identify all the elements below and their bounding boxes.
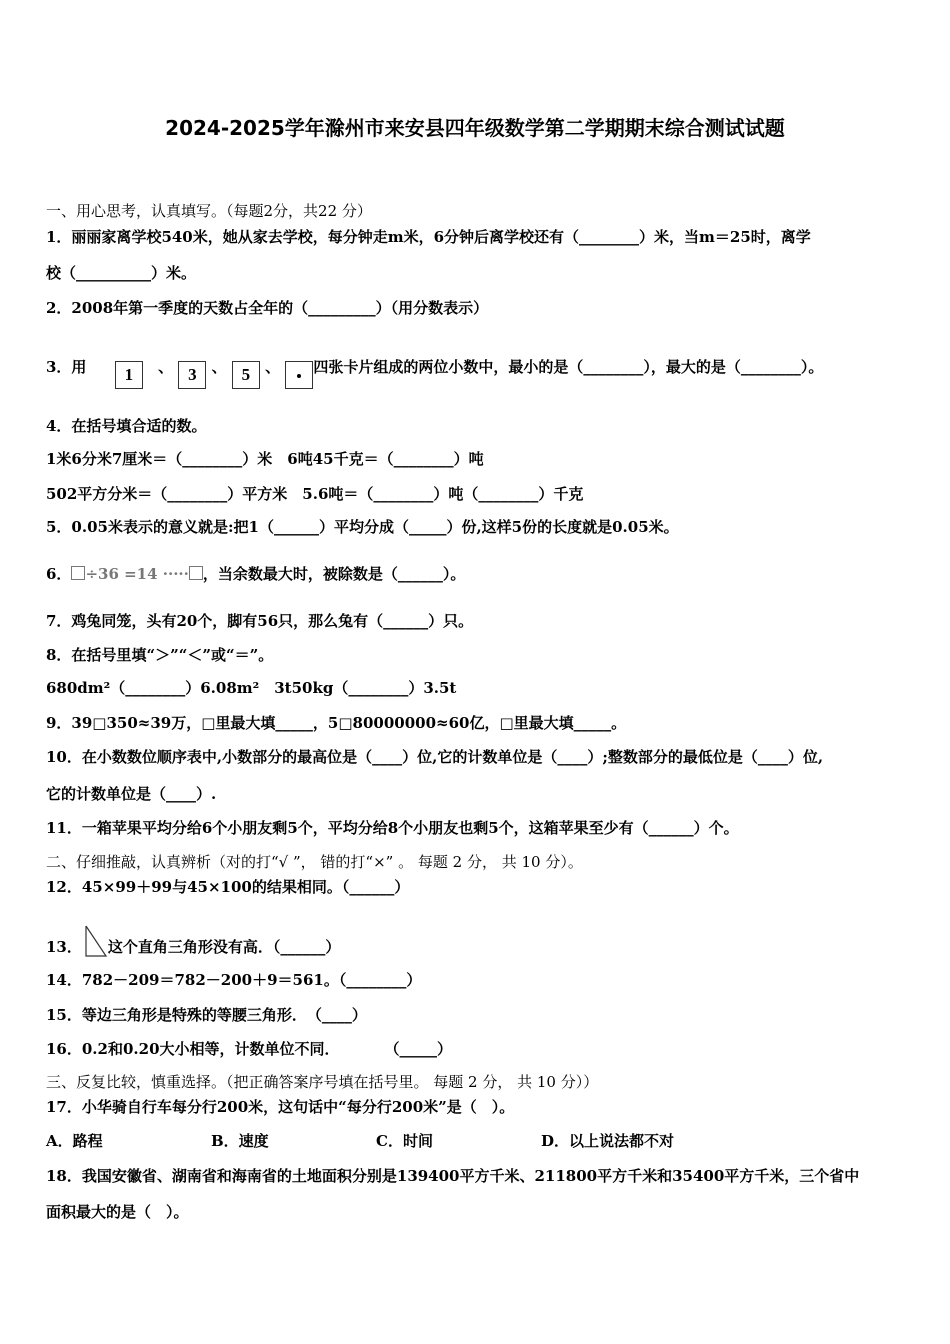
question-3-text: 四张卡片组成的两位小数中，最小的是（________），最大的是（________）。 — [313, 358, 824, 376]
question-14: 14．782－209＝782－200＋9＝561。（________） — [46, 971, 422, 989]
question-3-number: 3．用 — [46, 358, 87, 376]
question-8-stem: 8．在括号里填“＞”“＜”或“＝”。 — [46, 646, 274, 664]
question-18-line-1: 18．我国安徽省、湖南省和海南省的土地面积分别是139400平方千米、211800平方千米和35400平方千米，三个省中 — [46, 1167, 860, 1185]
section-heading-2: 二、仔细推敲，认真辨析（对的打“√ ”， 错的打“×” 。 每题 2 分， 共 10 分）。 — [46, 853, 583, 871]
section-heading-3: 三、反复比较，慎重选择。（把正确答案序号填在括号里。 每题 2 分， 共 10 分）） — [46, 1073, 599, 1091]
question-4-line-1: 1米6分米7厘米＝（________）米 6吨45千克＝（________）吨 — [46, 450, 484, 468]
blank-box — [71, 566, 85, 580]
question-9: 9．39□350≈39万，□里最大填_____，5□80000000≈60亿，□里最大填_____。 — [46, 714, 627, 732]
section-heading-1: 一、用心思考，认真填写。（每题2分，共22 分） — [46, 202, 372, 220]
option-d: D．以上说法都不对 — [541, 1132, 675, 1150]
right-triangle-icon — [82, 924, 108, 958]
question-1-line-2: 校（__________）米。 — [46, 264, 197, 282]
digit-card-5: 5 — [232, 361, 260, 389]
option-c: C．时间 — [376, 1132, 433, 1150]
question-13-text: 这个直角三角形没有高．（______） — [107, 938, 341, 956]
blank-box — [189, 566, 203, 580]
question-15: 15．等边三角形是特殊的等腰三角形． （____） — [46, 1006, 367, 1024]
question-6 — [46, 564, 465, 584]
decimal-point-card — [285, 361, 313, 389]
question-17-stem: 17．小华骑自行车每分行200米，这句话中“每分行200米”是（ ）。 — [46, 1098, 515, 1116]
question-6-number: 6． — [46, 565, 72, 583]
card-separator: 、 — [158, 358, 174, 376]
question-17-options — [46, 1131, 674, 1151]
question-1-line-1: 1．丽丽家离学校540米，她从家去学校，每分钟走m米，6分钟后离学校还有（________）米，当m＝25时，离学 — [46, 228, 811, 246]
question-13 — [46, 924, 340, 958]
option-a: A．路程 — [46, 1132, 103, 1150]
question-13-number: 13． — [46, 938, 82, 956]
question-7: 7．鸡兔同笼，头有20个，脚有56只，那么兔有（______）只。 — [46, 612, 474, 630]
card-separator: 、 — [265, 358, 281, 376]
option-b: B．速度 — [211, 1132, 269, 1150]
question-2: 2．2008年第一季度的天数占全年的（_________）（用分数表示） — [46, 299, 489, 317]
question-10-line-1: 10．在小数数位顺序表中,小数部分的最高位是（____）位,它的计数单位是（____）;整数部分的最低位是（____）位, — [46, 748, 824, 766]
question-12: 12．45×99＋99与45×100的结果相同。（______） — [46, 878, 410, 896]
question-11: 11．一箱苹果平均分给6个小朋友剩5个，平均分给8个小朋友也剩5个，这箱苹果至少有（______）个。 — [46, 819, 739, 837]
division-formula: ÷36 =14 ····· — [71, 565, 202, 583]
question-4-line-2: 502平方分米＝（________）平方米 5.6吨＝（________）吨（________）千克 — [46, 485, 584, 503]
question-16: 16．0.2和0.20大小相等，计数单位不同． （_____） — [46, 1040, 453, 1058]
digit-card-3: 3 — [178, 361, 206, 389]
question-3 — [46, 357, 823, 389]
question-8-line-1: 680dm²（________）6.08m² 3t50kg（________）3.5t — [46, 679, 457, 697]
card-separator: 、 — [211, 358, 227, 376]
question-18-line-2: 面积最大的是（ ）。 — [46, 1203, 189, 1221]
page-title: 2024-2025学年滁州市来安县四年级数学第二学期期末综合测试试题 — [165, 116, 785, 140]
question-10-line-2: 它的计数单位是（____）. — [46, 785, 217, 803]
question-5: 5．0.05米表示的意义就是:把1（______）平均分成（_____）份,这样5份的长度就是0.05米。 — [46, 518, 679, 536]
question-4-stem: 4．在括号填合适的数。 — [46, 417, 207, 435]
digit-card-1: 1 — [115, 361, 143, 389]
question-6-text: ，当余数最大时，被除数是（______）。 — [202, 565, 466, 583]
